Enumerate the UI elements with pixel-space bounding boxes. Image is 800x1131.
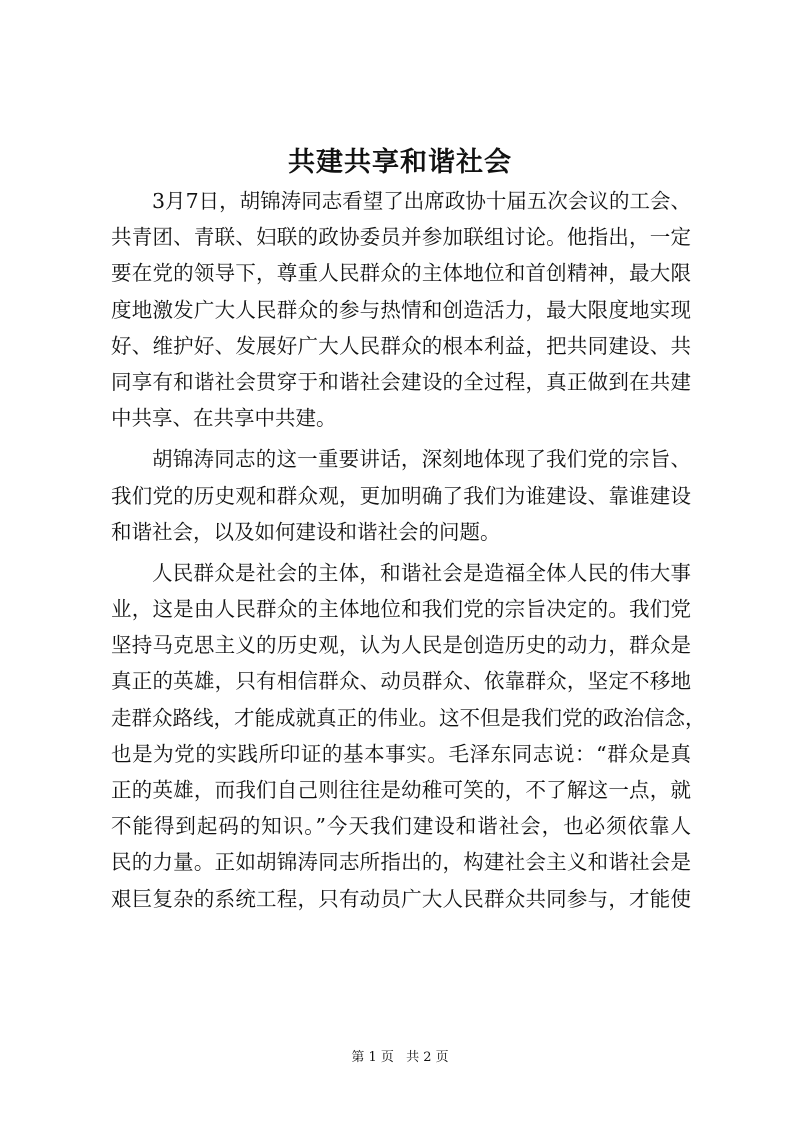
text-line: 不能得到起码的知识。”今天我们建设和谐社会，也必须依靠人 (111, 814, 691, 839)
text-line: 人民群众是社会的主体，和谐社会是造福全体人民的伟大事 (152, 560, 691, 585)
text-line: 度地激发广大人民群众的参与热情和创造活力，最大限度地实现 (111, 297, 691, 322)
text-line: 走群众路线，才能成就真正的伟业。这不但是我们党的政治信念， (111, 705, 706, 730)
text-line: 正的英雄，而我们自己则往往是幼稚可笑的，不了解这一点，就 (111, 778, 691, 802)
text-line: 同享有和谐社会贯穿于和谐社会建设的全过程，真正做到在共建 (111, 369, 691, 394)
text-line: 要在党的领导下，尊重人民群众的主体地位和首创精神，最大限 (111, 261, 691, 286)
page-title: 共建共享和谐社会 (288, 147, 512, 178)
text-line: 好、维护好、发展好广大人民群众的根本利益，把共同建设、共 (111, 333, 691, 358)
page-footer (0, 1046, 800, 1065)
text-line: 艰巨复杂的系统工程，只有动员广大人民群众共同参与，才能使 (111, 886, 691, 911)
text-line: 我们党的历史观和群众观，更加明确了我们为谁建设、靠谁建设 (111, 483, 691, 508)
text-line: 中共享、在共享中共建。 (111, 406, 337, 431)
page-number: 第 1 页 (351, 1050, 394, 1065)
text-line: 共青团、青联、妇联的政协委员并参加联组讨论。他指出，一定 (111, 225, 691, 250)
text-line: 也是为党的实践所印证的基本事实。毛泽东同志说：“群众是真 (111, 741, 691, 766)
text-line: 业，这是由人民群众的主体地位和我们党的宗旨决定的。我们党 (111, 597, 691, 622)
text-line: 真正的英雄，只有相信群众、动员群众、依靠群众，坚定不移地 (111, 669, 691, 694)
text-line: 和谐社会，以及如何建设和谐社会的问题。 (111, 519, 501, 544)
document-body (111, 183, 706, 917)
text-line: 胡锦涛同志的这一重要讲话，深刻地体现了我们党的宗旨、 (152, 447, 691, 472)
text-line: 民的力量。正如胡锦涛同志所指出的，构建社会主义和谐社会是 (111, 850, 691, 875)
text-line: 坚持马克思主义的历史观，认为人民是创造历史的动力，群众是 (111, 633, 691, 658)
page-total: 共 2 页 (406, 1050, 449, 1065)
text-line: 3月7日，胡锦涛同志看望了出席政协十届五次会议的工会、 (152, 189, 691, 213)
